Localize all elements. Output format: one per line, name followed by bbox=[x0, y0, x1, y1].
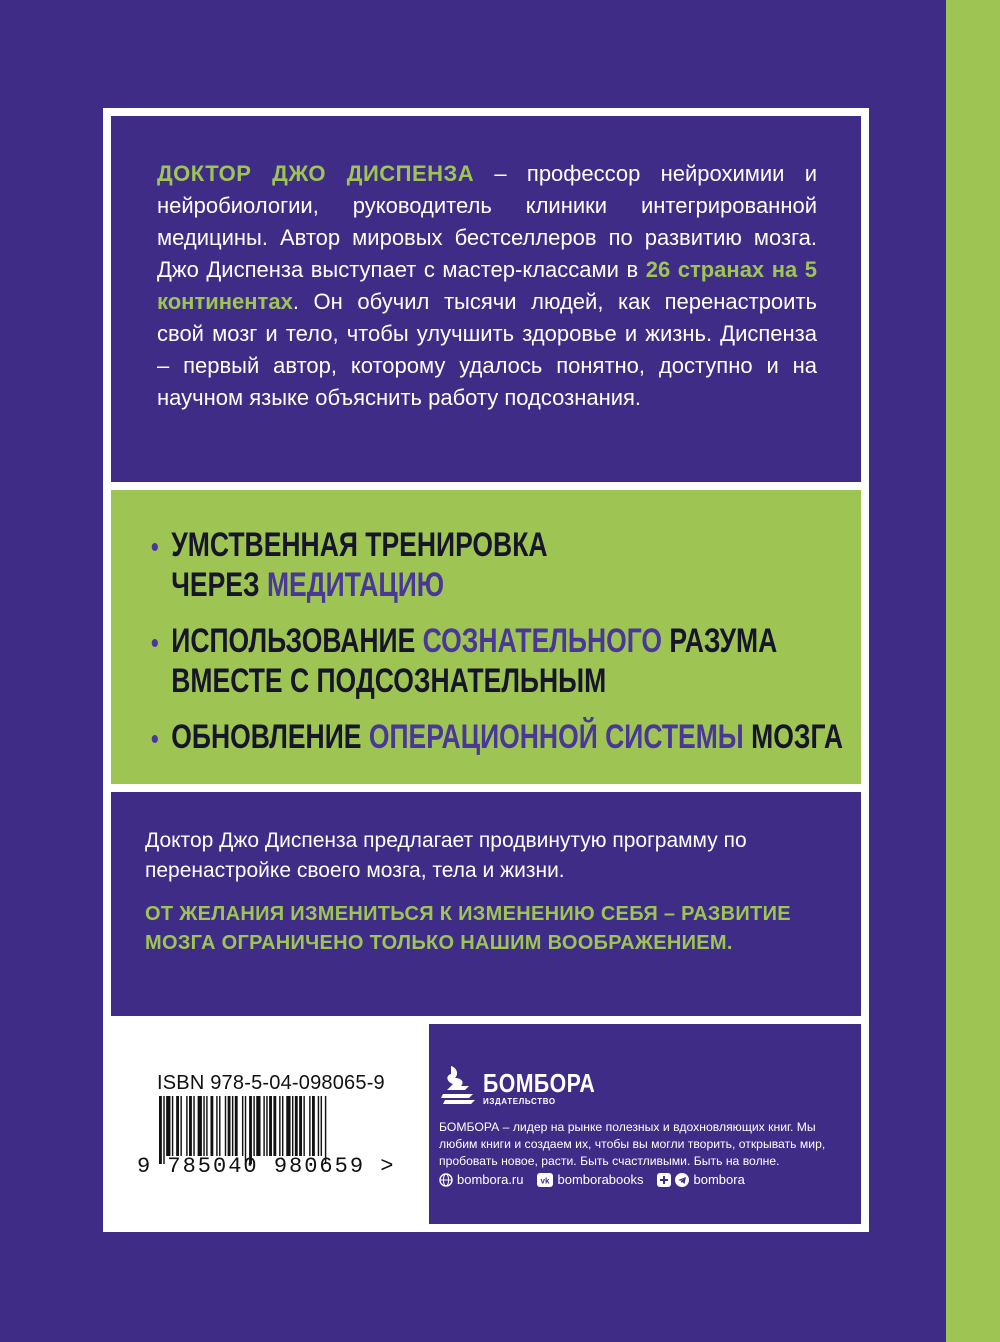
barcode-bar bbox=[321, 1096, 322, 1156]
barcode-bar bbox=[216, 1096, 217, 1156]
feature-item bbox=[151, 718, 843, 758]
publisher-description: БОМБОРА – лидер на рынке полезных и вдохновляющих книг. Мы любим книги и создаем их, чтобы вы могли творить, открывать мир, пробовать новое, расти. Быть счастливыми. Быть на волне. bbox=[439, 1120, 826, 1168]
isbn-panel bbox=[111, 1024, 421, 1224]
barcode-bar bbox=[279, 1096, 280, 1156]
barcode-bar bbox=[176, 1096, 179, 1156]
barcode-bar bbox=[256, 1096, 260, 1156]
barcode-bar bbox=[273, 1096, 276, 1156]
barcode-bar bbox=[180, 1096, 181, 1156]
feature-text: УМСТВЕННАЯ ТРЕНИРОВКА bbox=[171, 526, 548, 564]
telegram-icon bbox=[675, 1173, 689, 1187]
barcode-bar bbox=[269, 1096, 272, 1156]
author-name: ДОКТОР ДЖО ДИСПЕНЗА bbox=[157, 161, 475, 186]
feature-text: ИСПОЛЬЗОВАНИЕ bbox=[171, 622, 423, 660]
barcode-bar bbox=[242, 1096, 243, 1156]
social-links bbox=[439, 1172, 859, 1187]
vk-link[interactable] bbox=[537, 1172, 643, 1187]
feature-accent: СОЗНАТЕЛЬНОГО bbox=[422, 622, 663, 660]
feature-text: МОЗГА bbox=[743, 718, 843, 756]
author-bio bbox=[157, 158, 817, 414]
barcode-bar bbox=[266, 1096, 267, 1156]
features-panel bbox=[111, 490, 861, 784]
svg-text:vk: vk bbox=[541, 1176, 550, 1185]
barcode-bar bbox=[235, 1096, 238, 1156]
bombora-logo-icon bbox=[439, 1064, 477, 1108]
barcode-bar bbox=[295, 1096, 298, 1156]
book-spine bbox=[946, 0, 1000, 1342]
barcode-bar bbox=[282, 1096, 283, 1156]
feature-text: ВМЕСТЕ С ПОДСОЗНАТЕЛЬНЫМ bbox=[171, 662, 607, 700]
barcode-bar bbox=[206, 1096, 207, 1156]
feature-item bbox=[151, 526, 548, 604]
barcode-bar bbox=[166, 1096, 170, 1156]
barcode-bar bbox=[225, 1096, 226, 1156]
barcode-bar bbox=[189, 1096, 192, 1156]
barcode-bar bbox=[172, 1096, 173, 1156]
author-outro: . Он обучил тысячи людей, как перенастроить свой мозг и тело, чтобы улучшить здоровье и жизнь. Диспенза – первый автор, которому удалось понятно, доступно и на научном языке объяснить работу подсознания. bbox=[157, 289, 817, 410]
barcode-bar bbox=[263, 1096, 264, 1156]
plus-icon bbox=[657, 1173, 671, 1187]
barcode-bar bbox=[198, 1096, 202, 1156]
feature-text: ОБНОВЛЕНИЕ bbox=[171, 718, 369, 756]
barcode-bar bbox=[286, 1096, 290, 1156]
barcode-digits: 9 785040 980659 > bbox=[137, 1154, 396, 1179]
barcode-bar bbox=[309, 1096, 310, 1156]
barcode-bar bbox=[318, 1096, 319, 1156]
bullet-dot-icon: • bbox=[151, 723, 159, 754]
social-text: bombora bbox=[693, 1172, 745, 1187]
feature-text: РАЗУМА bbox=[662, 622, 778, 660]
barcode-bar bbox=[210, 1096, 213, 1156]
author-panel bbox=[111, 116, 861, 482]
feature-accent: ОПЕРАЦИОННОЙ СИСТЕМЫ bbox=[368, 718, 744, 756]
barcode-bar bbox=[299, 1096, 302, 1156]
messenger-link[interactable] bbox=[657, 1172, 744, 1187]
barcode-bar bbox=[232, 1096, 233, 1156]
barcode-bar bbox=[186, 1096, 187, 1156]
vk-text: bomborabooks bbox=[557, 1172, 644, 1187]
barcode-bar bbox=[228, 1096, 231, 1156]
publisher-name: БОМБОРА bbox=[483, 1068, 596, 1098]
feature-item bbox=[151, 622, 777, 700]
feature-text: ЧЕРЕЗ bbox=[171, 566, 267, 604]
author-highlight: 26 странах на 5 континентах bbox=[157, 257, 818, 314]
feature-accent: МЕДИТАЦИЮ bbox=[266, 566, 445, 604]
site-link[interactable] bbox=[439, 1172, 523, 1187]
publisher-panel bbox=[429, 1024, 861, 1224]
barcode-bar bbox=[203, 1096, 204, 1156]
globe-icon bbox=[439, 1173, 453, 1187]
vk-icon bbox=[537, 1173, 553, 1187]
barcode-bar bbox=[292, 1096, 293, 1156]
barcode-bar bbox=[312, 1096, 315, 1156]
barcode-bar bbox=[303, 1096, 304, 1156]
bullet-dot-icon: • bbox=[151, 531, 159, 562]
site-text: bombora.ru bbox=[457, 1172, 524, 1187]
publisher-subtitle: ИЗДАТЕЛЬСТВО bbox=[483, 1097, 556, 1106]
author-intro: – профессор нейрохимии и нейробиологии, руководитель клиники интегрированной медицины. Автор мировых бестселлеров по развитию мозга. Джо Диспенза выступает с мастер-классами в bbox=[157, 161, 817, 282]
program-description: Доктор Джо Диспенза предлагает продвинутую программу по перенастройке своего мозга, тела и жизни. bbox=[145, 829, 747, 882]
isbn-label: ISBN 978-5-04-098065-9 bbox=[157, 1072, 385, 1094]
barcode-bar bbox=[193, 1096, 194, 1156]
program-panel bbox=[111, 792, 861, 1016]
program-motto: ОТ ЖЕЛАНИЯ ИЗМЕНИТЬСЯ К ИЗМЕНЕНИЮ СЕБЯ – РАЗВИТИЕ МОЗГА ОГРАНИЧЕНО ТОЛЬКО НАШИМ ВООБРАЖЕНИЕМ. bbox=[145, 903, 791, 954]
barcode-bar bbox=[219, 1096, 220, 1156]
bullet-dot-icon: • bbox=[151, 627, 159, 658]
barcode-bar bbox=[253, 1096, 254, 1156]
